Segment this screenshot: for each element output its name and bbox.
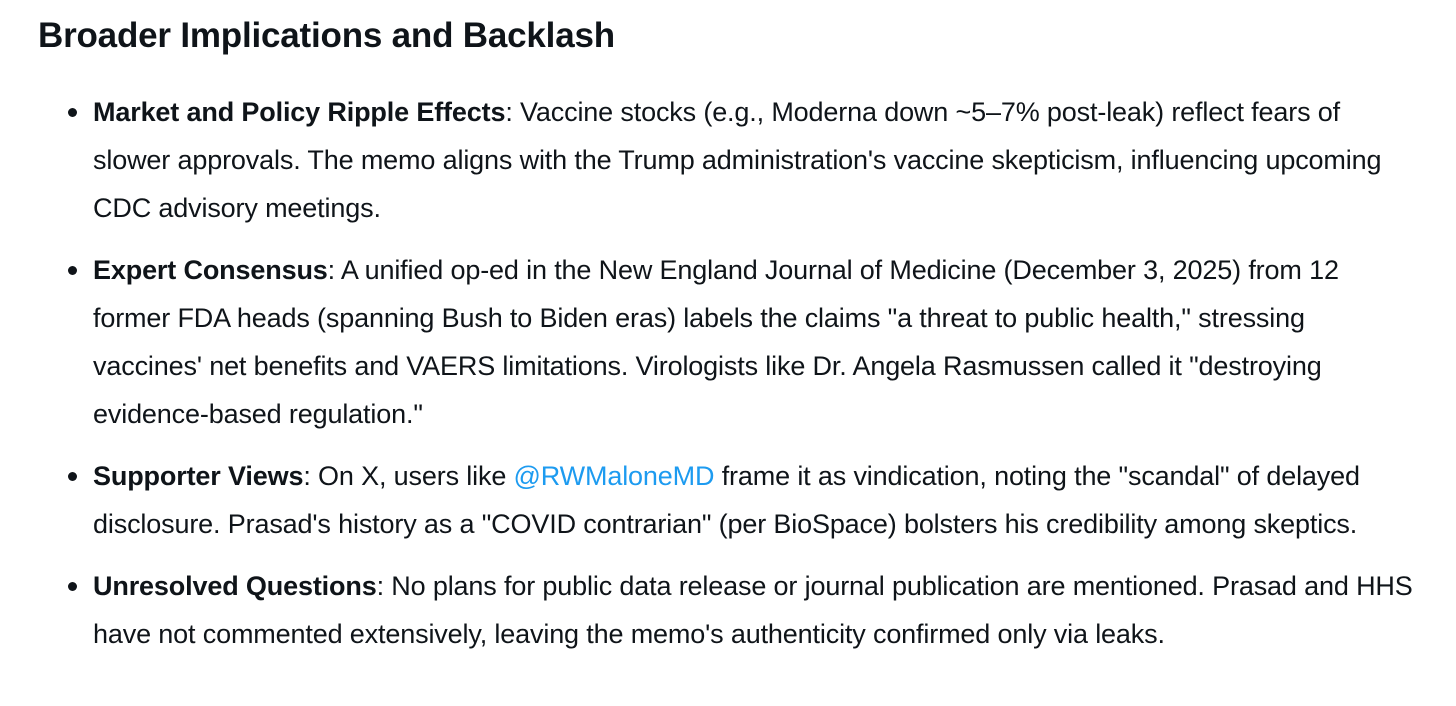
bullet-icon [68,582,77,591]
list-item-market-policy [38,88,1416,232]
item-text-after: frame it as vindication, noting the "scandal" of delayed disclosure. Prasad's history as a "COVID contrarian" (per BioSpace) bolsters his credibility among skeptics. [93,461,1360,539]
item-term: Market and Policy Ripple Effects [93,97,506,127]
user-mention-link[interactable]: @RWMaloneMD [513,461,715,491]
item-term: Expert Consensus [93,255,328,285]
item-text: : No plans for public data release or journal publication are mentioned. Prasad and HHS have not commented extensively, leaving the memo's authenticity confirmed only via leaks. [93,571,1413,649]
item-text: : A unified op-ed in the New England Journal of Medicine (December 3, 2025) from 12 former FDA heads (spanning Bush to Biden eras) labels the claims "a threat to public health," stressing vaccines' net benefits and VAERS limitations. Virologists like Dr. Angela Rasmussen called it "destroying evidence-based regulation." [93,255,1339,429]
section-heading: Broader Implications and Backlash [38,16,615,55]
item-term: Unresolved Questions [93,571,377,601]
list-item-expert-consensus [38,246,1416,438]
item-text: : Vaccine stocks (e.g., Moderna down ~5–7% post-leak) reflect fears of slower approvals. The memo aligns with the Trump administration's vaccine skepticism, influencing upcoming CDC advisory meetings. [93,97,1382,223]
list-item-supporter-views [38,452,1416,548]
bullet-icon [68,108,77,117]
bullet-list [38,88,1416,658]
bullet-icon [68,472,77,481]
list-item-unresolved-questions [38,562,1416,658]
item-term: Supporter Views [93,461,304,491]
bullet-icon [68,266,77,275]
item-text-before: : On X, users like [303,461,514,491]
